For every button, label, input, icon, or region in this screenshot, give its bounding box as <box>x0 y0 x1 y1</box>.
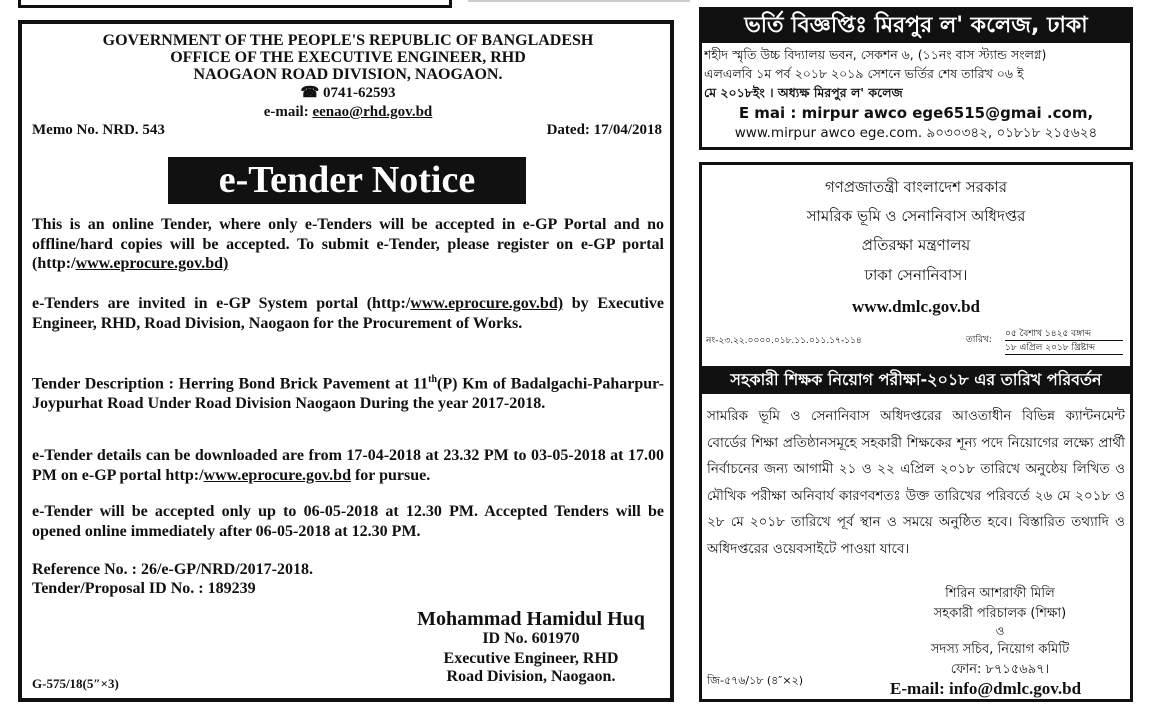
notice-signer-committee: সদস্য সচিব, নিয়োগ কমিটি <box>930 642 1070 657</box>
p1-text: This is an online Tender, where only e-Tenders will be accepted in e-GP Portal and no offline/hard copies will be accepted. To submit e-Tender, please register on e-GP portal (http:/ <box>32 216 664 272</box>
ad-code: G-575/18(5″×3) <box>32 676 119 691</box>
notice-date-bangla: ০৫ বৈশাখ ১৪২৫ বঙ্গাব্দ <box>1005 328 1123 341</box>
p4-text-a: e-Tender details can be downloaded are from 17-04-2018 at 23.32 PM to 03-05-2018 at 17.00 PM on e-GP portal http:/ <box>32 447 664 484</box>
exam-title-bar: সহকারী শিক্ষক নিয়োগ পরীক্ষা-২০১৮ এর তারিখ পরিবর্তন <box>702 366 1130 394</box>
email-label: e-mail: <box>263 104 313 120</box>
paragraph-description <box>32 370 664 413</box>
notice-body: সামরিক ভূমি ও সেনানিবাস অধিদপ্তরের আওতাধীন বিভিন্ন ক্যান্টনমেন্ট বোর্ডের শিক্ষা প্রতিষ্ঠানসমূহে সহকারী শিক্ষকের শূন্য পদে নিয়োগের লক্ষ্যে প্রার্থী নির্বাচনের জন্য আগামী ২১ ও ২২ এপ্রিল ২০১৮ তারিখে অনুষ্ঠেয় লিখিত ও মৌখিক পরীক্ষা অনিবার্য কারণবশতঃ উক্ত তারিখের পরিবর্তে ২৬ মে ২০১৮ ও ২৮ মে ২০১৮ তারিখে পূর্ব স্থান ও সময়ে অনুষ্ঠিত হবে। বিস্তারিত তথ্যাদি ও অধিদপ্তরের ওয়েবসাইটে পাওয়া যাবে। <box>707 408 1125 557</box>
p3-text-b: (P) Km of Badalgachi-Paharpur-Joypurhat Road Under Road Division Naogaon During the year 2017-2018. <box>32 375 664 412</box>
admission-website: www.mirpur awco ege.com. ৯০৩০৩৪২, ০১৮১৮ ২১৫৬২৪ <box>734 125 1098 141</box>
govt-header-line-2: OFFICE OF THE EXECUTIVE ENGINEER, RHD <box>170 49 526 66</box>
email-link[interactable]: eenao@rhd.gov.bd <box>312 104 433 120</box>
page-title: e-Tender Notice <box>168 157 526 204</box>
notice-phone: ফোন: ৮৭১৫৬৯৭। <box>950 662 1050 677</box>
memo-number: Memo No. NRD. 543 <box>32 122 165 138</box>
signer-name: Mohammad Hamidul Huq <box>417 608 645 630</box>
notice-email: E-mail: info@dmlc.gov.bd <box>890 679 1082 698</box>
p2-text-b: by Executive Engineer, RHD, Road Division, Naogaon for the Procurement of Works. <box>32 295 665 332</box>
signer-office: Road Division, Naogaon. <box>446 668 616 685</box>
admission-line-1: শহীদ স্মৃতি উচ্চ বিদ্যালয় ভবন, সেকশন ৬, (১১নং বাস স্ট্যান্ড সংলগ্ন) <box>704 47 1047 62</box>
admission-line-3: মে ২০১৮ইং । অধ্যক্ষ মিরপুর ল' কলেজ <box>704 85 903 100</box>
paragraph-online-tender <box>32 215 664 274</box>
notice-signer-title: সহকারী পরিচালক (শিক্ষা) <box>933 606 1067 621</box>
admission-email: E mai : mirpur awco ege6515@gmai .com, <box>738 104 1094 122</box>
notice-header-2: সামরিক ভূমি ও সেনানিবাস অধিদপ্তর <box>806 207 1026 225</box>
notice-website: www.dmlc.gov.bd <box>852 297 980 316</box>
notice-header-1: গণপ্রজাতন্ত্রী বাংলাদেশ সরকার <box>824 178 1008 196</box>
p2-text-a: e-Tenders are invited in e-GP System portal (http:/ <box>32 295 411 312</box>
govt-header-line-3: NAOGAON ROAD DIVISION, NAOGAON. <box>193 66 503 83</box>
top-rule-fragment <box>468 0 690 2</box>
notice-ad-code: জি-৫৭৬/১৮ (৪″×২) <box>707 674 804 687</box>
notice-header-4: ঢাকা সেনানিবাস। <box>864 266 968 284</box>
phone-number: ☎ 0741-62593 <box>300 85 396 101</box>
notice-signer-and: ও <box>995 624 1005 638</box>
govt-header-line-1: GOVERNMENT OF THE PEOPLE'S REPUBLIC OF BANGLADESH <box>102 32 594 49</box>
proposal-id: Tender/Proposal ID No. : 189239 <box>32 580 256 597</box>
p3-text-a: Tender Description : Herring Bond Brick Pavement at 11 <box>32 375 429 393</box>
admission-title: ভর্তি বিজ্ঞপ্তিঃ মিরপুর ল' কলেজ, ঢাকা <box>701 9 1131 43</box>
notice-date-english: ১৮ এপ্রিল ২০১৮ খ্রিষ্টাব্দ <box>1005 342 1123 355</box>
p4-text-b: for pursue. <box>350 466 431 484</box>
paragraph-acceptance: e-Tender will be accepted only up to 06-05-2018 at 12.30 PM. Accepted Tenders will be opened online immediately after 06-05-2018 at 12.30 PM. <box>32 503 664 540</box>
signer-title: Executive Engineer, RHD <box>443 650 619 667</box>
notice-signer-name: শিরিন আশরাফী মিলি <box>945 586 1055 601</box>
eprocure-link-1[interactable]: www.eprocure.gov.bd) <box>75 255 229 272</box>
admission-line-2: এলএলবি ১ম পর্ব ২০১৮ ২০১৯ সেশনে ভর্তির শেষ তারিখ ০৬ ই <box>704 66 1024 81</box>
memo-date: Dated: 17/04/2018 <box>546 122 662 138</box>
email-line <box>28 104 668 121</box>
p3-superscript: th <box>428 374 438 385</box>
top-border-fragment <box>18 0 452 8</box>
notice-date-label: তারিখ: <box>966 335 992 345</box>
reference-number: Reference No. : 26/e-GP/NRD/2017-2018. <box>32 561 313 578</box>
signer-id: ID No. 601970 <box>482 630 580 647</box>
notice-header-3: প্রতিরক্ষা মন্ত্রণালয় <box>861 236 971 254</box>
paragraph-download <box>32 446 664 485</box>
eprocure-link-2[interactable]: www.eprocure.gov.bd) <box>410 295 564 312</box>
eprocure-link-3[interactable]: www.eprocure.gov.bd <box>203 466 351 484</box>
paragraph-invitation <box>32 294 664 333</box>
notice-reference: নং-২৩.২২.০০০০.০১৮.১১.০১১.১৭-১১৪ <box>706 336 862 346</box>
